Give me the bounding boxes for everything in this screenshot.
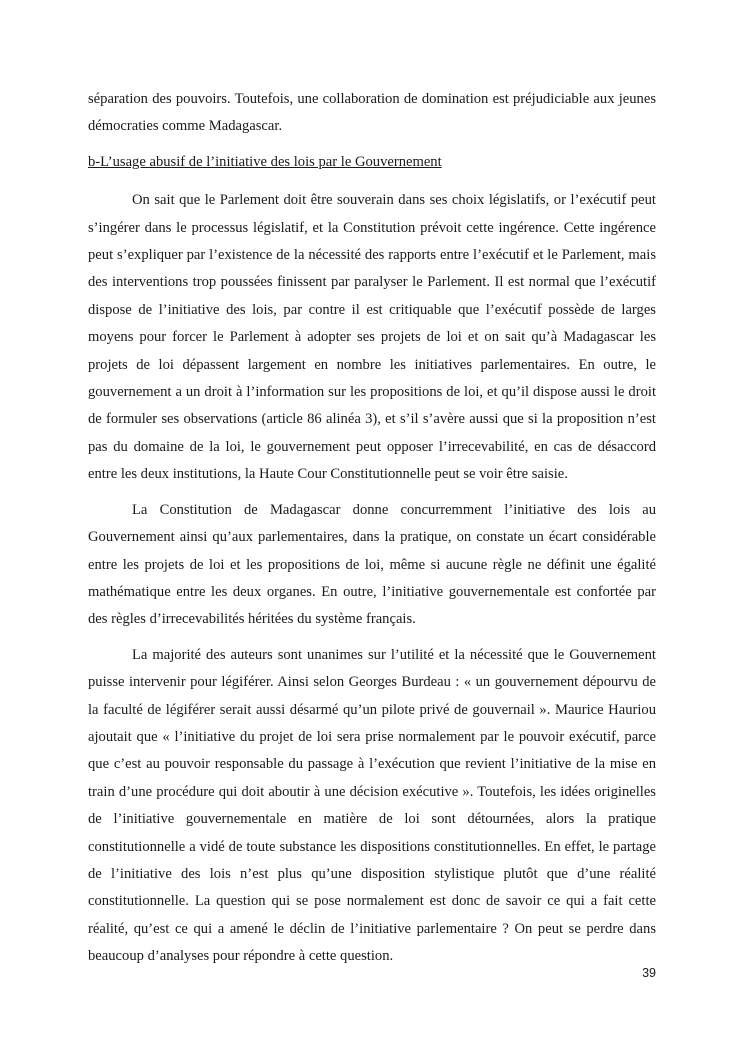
section-subheading: b-L’usage abusif de l’initiative des lois par le Gouvernement [88,153,442,170]
page-number: 39 [642,966,656,980]
body-paragraph-1: On sait que le Parlement doit être souverain dans ses choix législatifs, or l’exécutif peut s’ingérer dans le processus législatif, et la Constitution prévoit cette ingérence. Cette ingérence peut s’expliquer par l’existence de la nécessité des rapports entre l’exécutif et le Parlement, mais des interventions trop poussées finissent par paralyser le Parlement. Il est normal que l’exécutif dispose de l’initiative des lois, par contre il est critiquable que l’exécutif possède de larges moyens pour forcer le Parlement à adopter ses projets de loi et on sait qu’à Madagascar les projets de loi dépassent largement en nombre les initiatives parlementaires. En outre, le gouvernement a un droit à l’information sur les propositions de loi, et qu’il dispose aussi le droit de formuler ses observations (article 86 alinéa 3), et s’il s’avère aussi que si la proposition n’est pas du domaine de la loi, le gouvernement peut opposer l’irrecevabilité, en cas de désaccord entre les deux institutions, la Haute Cour Constitutionnelle peut se voir être saisie. [88,192,656,483]
body-paragraph-2: La Constitution de Madagascar donne concurremment l’initiative des lois au Gouvernement ainsi qu’aux parlementaires, dans la pratique, on constate un écart considérable entre les projets de loi et les propositions de loi, même si aucune règle ne définit une égalité mathématique entre les deux organes. En outre, l’initiative gouvernementale est confortée par des règles d’irrecevabilités héritées du système français. [88,501,656,628]
intro-paragraph: séparation des pouvoirs. Toutefois, une collaboration de domination est préjudiciable aux jeunes démocraties comme Madagascar. [88,91,656,135]
document-page [88,86,656,971]
body-paragraph-3: La majorité des auteurs sont unanimes sur l’utilité et la nécessité que le Gouvernement puisse intervenir pour légiférer. Ainsi selon Georges Burdeau : « un gouvernement dépourvu de la faculté de légiférer serait aussi désarmé qu’un pilote privé de gouvernail ». Maurice Hauriou ajoutait que « l’initiative du projet de loi sera prise normalement par le pouvoir exécutif, parce que c’est au pouvoir responsable du passage à l’exécution que revient l’initiative de la mise en train d’une procédure qui doit aboutir à une décision exécutive ». Toutefois, les idées originelles de l’initiative gouvernementale en matière de loi sont détournées, alors la pratique constitutionnelle a vidé de toute substance les dispositions constitutionnelles. En effet, le partage de l’initiative des lois n’est plus qu’une disposition stylistique plutôt que d’une réalité constitutionnelle. La question qui se pose normalement est donc de savoir ce qui a fait cette réalité, qu’est ce qui a amené le déclin de l’initiative parlementaire ? On peut se perdre dans beaucoup d’analyses pour répondre à cette question. [88,646,656,965]
